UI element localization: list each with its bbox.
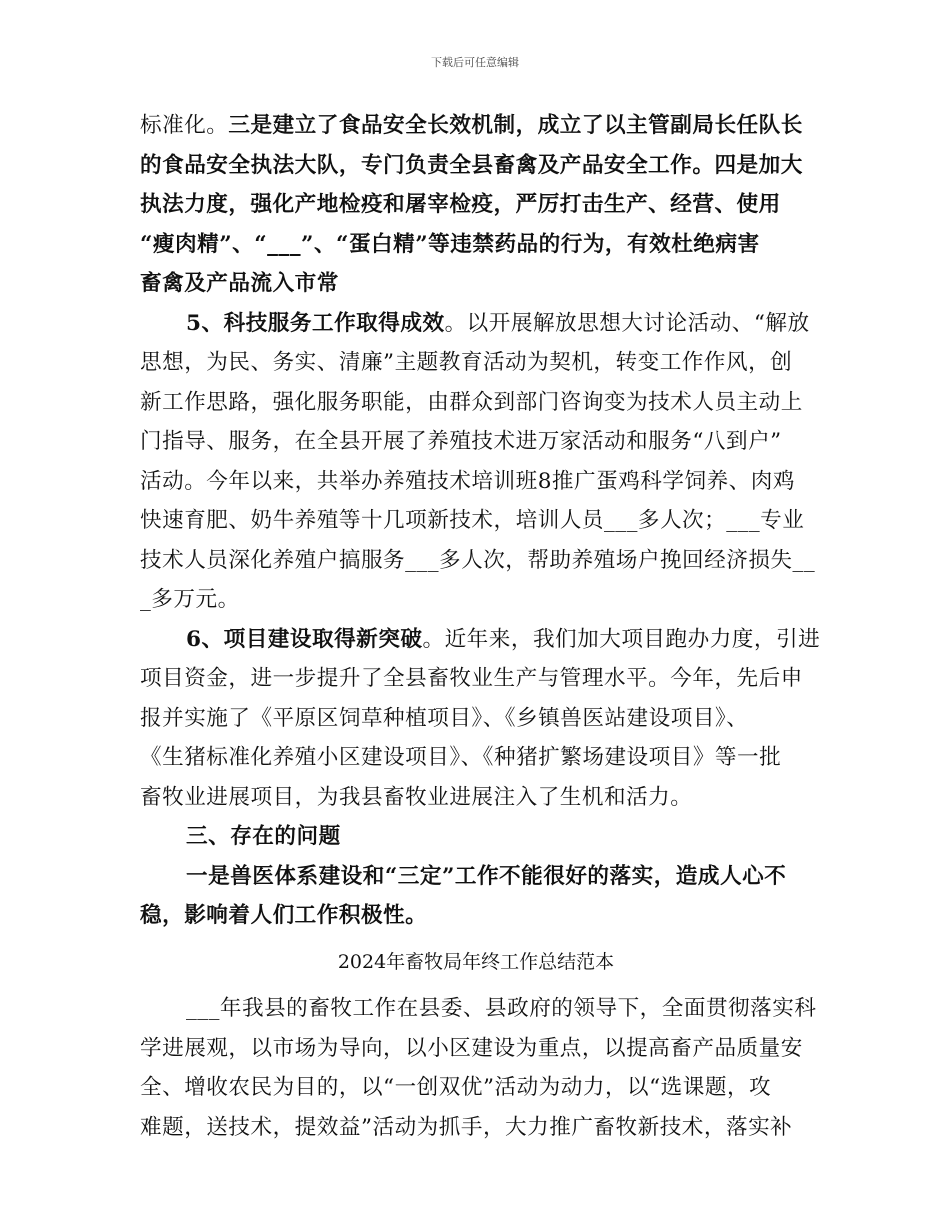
text-segment: 报并实施了《平原区饲草种植项目》、《乡镇兽医站建设项目》、 bbox=[140, 705, 749, 731]
page-header: 下载后可任意编辑 bbox=[431, 56, 519, 69]
text-segment: “瘦肉精”、“___”、“蛋白精”等违禁药品的行为，有效杜绝病害 bbox=[140, 231, 760, 257]
document-title: 2024年畜牧局年终工作总结范本 bbox=[337, 950, 615, 973]
text-line bbox=[140, 738, 812, 778]
text-line bbox=[140, 343, 812, 383]
section-text-block bbox=[140, 106, 821, 936]
text-line bbox=[140, 383, 812, 423]
text-line bbox=[140, 817, 812, 857]
text-line bbox=[140, 896, 812, 936]
text-segment: 畜牧业进展项目，为我县畜牧业进展注入了生机和活力。 bbox=[140, 784, 693, 810]
text-line bbox=[140, 580, 812, 620]
text-line bbox=[140, 422, 812, 462]
text-line bbox=[140, 857, 812, 897]
intro-text-block bbox=[140, 989, 817, 1147]
text-segment: _多万元。 bbox=[140, 587, 240, 612]
document-body bbox=[140, 106, 821, 1147]
text-segment: 门指导、服务，在全县开展了养殖技术进万家活动和服务“八到户” bbox=[140, 429, 782, 454]
text-line bbox=[140, 778, 812, 818]
text-line bbox=[140, 989, 817, 1029]
text-segment: 全、增收农民为目的，以“一创双优”活动为动力，以“选课题，攻 bbox=[140, 1075, 772, 1100]
text-segment: 三、存在的问题 bbox=[186, 824, 341, 849]
text-line bbox=[140, 1029, 812, 1069]
text-segment: 一是兽医体系建设和“三定”工作不能很好的落实，造成人心不 bbox=[186, 863, 787, 889]
text-segment: 6、项目建设取得新突破 bbox=[186, 626, 423, 652]
text-line bbox=[140, 185, 812, 225]
text-line bbox=[140, 699, 812, 739]
text-segment: 项目资金，进一步提升了全县畜牧业生产与管理水平。今年，先后申 bbox=[140, 666, 803, 691]
text-segment: 《生猪标准化养殖小区建设项目》、《种猪扩繁场建设项目》等一批 bbox=[140, 745, 782, 770]
text-segment: 5、科技服务工作取得成效 bbox=[186, 310, 445, 336]
text-line bbox=[140, 225, 812, 265]
text-segment: ___年我县的畜牧工作在县委、县政府的领导下，全面贯彻落实科 bbox=[186, 996, 817, 1021]
text-line bbox=[140, 1108, 812, 1148]
text-line bbox=[140, 264, 812, 304]
text-line bbox=[140, 146, 812, 186]
text-segment: 活动。今年以来，共举办养殖技术培训班8推广蛋鸡科学饲养、肉鸡 bbox=[140, 468, 795, 494]
text-line bbox=[140, 501, 812, 541]
text-segment: 三是建立了食品安全长效机制，成立了以主管副局长任队长 bbox=[228, 113, 803, 138]
text-line bbox=[140, 541, 816, 581]
text-segment: 快速育肥、奶牛养殖等十几项新技术，培训人员___多人次；___专业 bbox=[140, 508, 805, 533]
text-segment: 思想，为民、务实、清廉”主题教育活动为契机，转变工作作风，创 bbox=[140, 350, 793, 375]
text-segment: 。近年来，我们加大项目跑办力度，引进 bbox=[422, 626, 821, 652]
text-line bbox=[140, 1068, 812, 1108]
text-segment: 技术人员深化养殖户搞服务___多人次，帮助养殖场户挽回经济损失__ bbox=[140, 547, 816, 573]
text-segment: 稳，影响着人们工作积极性。 bbox=[140, 903, 428, 928]
text-segment: 畜禽及产品流入市常 bbox=[140, 271, 339, 296]
text-segment: 标准化。 bbox=[140, 113, 229, 138]
text-line bbox=[140, 462, 812, 502]
text-line bbox=[140, 106, 812, 146]
text-segment: 的食品安全执法大队，专门负责全县畜禽及产品安全工作。四是加大 bbox=[140, 152, 803, 178]
text-segment: 。以开展解放思想大讨论活动、“解放 bbox=[444, 310, 810, 336]
text-segment: 难题，送技术，提效益”活动为抓手，大力推广畜牧新技术，落实补 bbox=[140, 1114, 793, 1140]
text-line bbox=[140, 304, 812, 344]
text-segment: 执法力度，强化产地检疫和屠宰检疫，严厉打击生产、经营、使用 bbox=[140, 192, 781, 217]
text-line bbox=[140, 659, 812, 699]
text-segment: 新工作思路，强化服务职能，由群众到部门咨询变为技术人员主动上 bbox=[140, 389, 803, 415]
text-line bbox=[140, 620, 821, 660]
text-segment: 学进展观，以市场为导向，以小区建设为重点，以提高畜产品质量安 bbox=[140, 1035, 803, 1061]
